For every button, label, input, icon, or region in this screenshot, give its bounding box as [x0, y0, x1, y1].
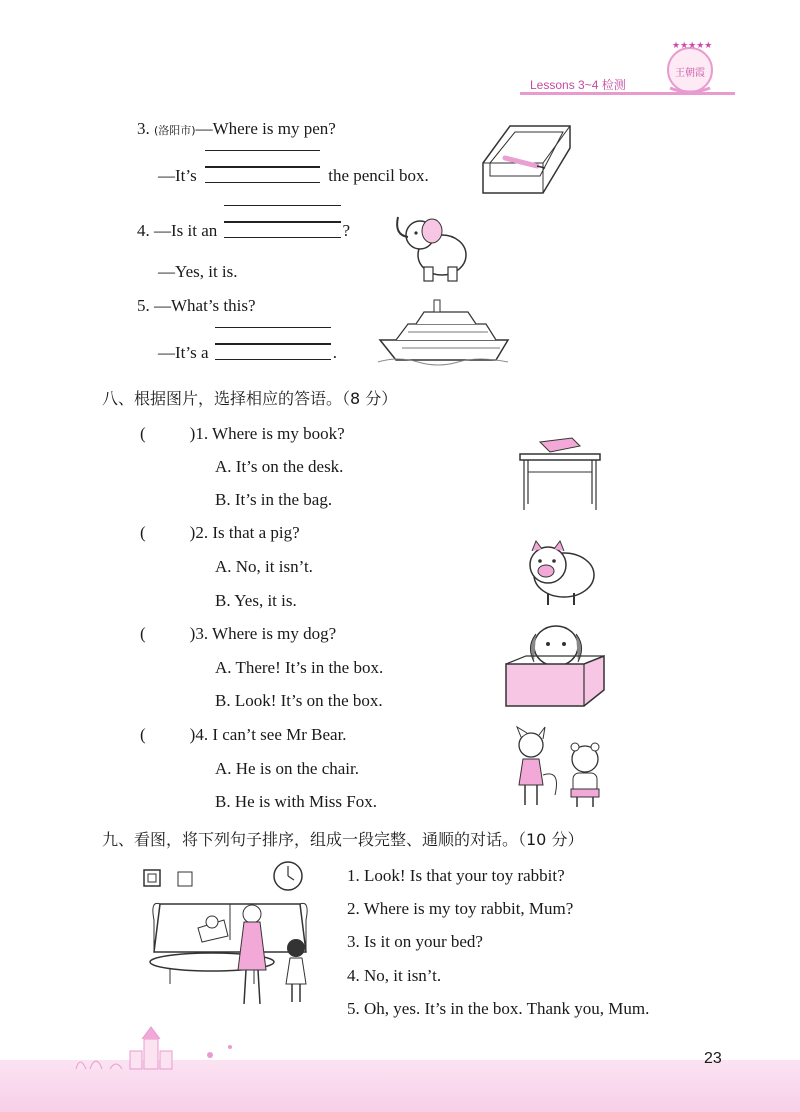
s8-q4-optA: A. He is on the chair. [215, 759, 359, 778]
s8-q1-optB: B. It’s in the bag. [215, 490, 333, 509]
s9-sentence-2: 2. Where is my toy rabbit, Mum? [347, 899, 574, 918]
s8-q1: ( )1. Where is my book? [140, 424, 345, 443]
s8-q2-optB: B. Yes, it is. [215, 591, 297, 610]
s8-q3-optA: A. There! It’s in the box. [215, 658, 384, 677]
castle-decoration-icon [70, 1025, 240, 1075]
item4-answer: —Yes, it is. [158, 262, 238, 281]
s9-sentence-3: 3. Is it on your bed? [347, 932, 483, 951]
dog-in-box-picture [500, 620, 610, 710]
s9-sentence-5: 5. Oh, yes. It’s in the box. Thank you, Mum. [347, 999, 650, 1018]
living-room-picture [140, 860, 340, 1010]
s8-q1-optA: A. It’s on the desk. [215, 457, 344, 476]
fox-and-bear-picture [505, 725, 615, 810]
logo-text: 王朝霞 [675, 68, 705, 79]
s8-q2: ( )2. Is that a pig? [140, 523, 300, 542]
item3-blank[interactable] [205, 163, 320, 181]
elephant-picture [392, 205, 472, 285]
ship-picture [378, 292, 518, 367]
item5-blank[interactable] [215, 340, 331, 358]
s9-sentence-4: 4. No, it isn’t. [347, 966, 442, 985]
pencil-box-picture [475, 118, 575, 208]
s8-q4-optB: B. He is with Miss Fox. [215, 792, 377, 811]
item4-question: 4. —Is it an ? [137, 218, 350, 241]
page-number: 23 [704, 1050, 722, 1067]
item3-answer: —It’s the pencil box. [158, 163, 429, 186]
section9-title: 九、看图，将下列句子排序，组成一段完整、通顺的对话。（10 分） [102, 830, 584, 849]
s8-q3: ( )3. Where is my dog? [140, 624, 337, 643]
pig-picture [518, 535, 598, 610]
item5-question: 5. —What’s this? [137, 296, 256, 315]
s8-q2-optA: A. No, it isn’t. [215, 557, 313, 576]
s8-q3-optB: B. Look! It’s on the box. [215, 691, 383, 710]
header-logo [660, 40, 720, 95]
s8-q4: ( )4. I can’t see Mr Bear. [140, 725, 347, 744]
header-title: Lessons 3~4 检测 [530, 78, 626, 92]
item3-question: 3. (洛阳市)—Where is my pen? [137, 119, 336, 138]
section8-title: 八、根据图片，选择相应的答语。（8 分） [102, 389, 398, 408]
item5-answer: —It’s a . [158, 340, 337, 363]
svg-text:★★★★★: ★★★★★ [672, 40, 713, 50]
book-on-desk-picture [510, 432, 610, 512]
s9-sentence-1: 1. Look! Is that your toy rabbit? [347, 866, 565, 885]
item4-blank[interactable] [224, 218, 341, 236]
